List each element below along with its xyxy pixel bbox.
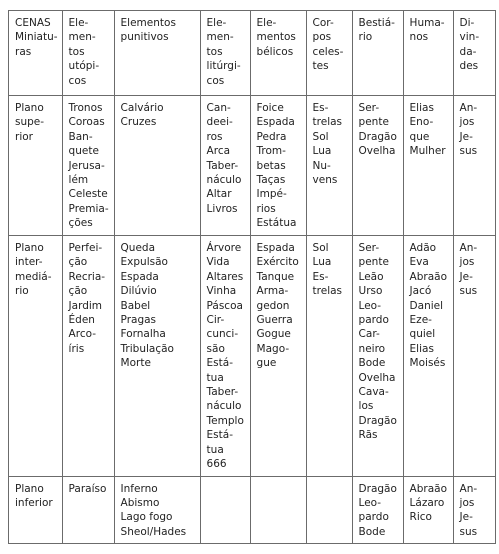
cell-line: Jacó xyxy=(409,285,432,298)
cell-line: Je- xyxy=(459,511,473,524)
cell-line: Guerra xyxy=(256,314,293,327)
cell-line: Ele- xyxy=(256,17,277,29)
cell-line: pos xyxy=(312,31,332,44)
cell-line: Bode xyxy=(358,525,386,538)
cell-line: Impé- xyxy=(256,188,287,201)
cell-line: Es- xyxy=(312,102,329,114)
cell-line: Premia- xyxy=(68,202,109,215)
cell-line: Je- xyxy=(459,130,473,143)
cell-line: Leão xyxy=(358,270,384,283)
cell-line: utópi- xyxy=(68,60,100,73)
table-cell xyxy=(403,236,453,477)
row-header-cell xyxy=(9,236,63,477)
cell-line: Es- xyxy=(312,270,329,283)
cell-line: Gogue xyxy=(256,328,291,341)
cell-line: Bode xyxy=(358,357,386,370)
table-cell xyxy=(453,96,495,236)
cell-line: Perfei- xyxy=(68,242,103,254)
header-row xyxy=(9,11,496,96)
cell-line: Arma- xyxy=(256,285,289,298)
cell-line: trelas xyxy=(312,116,343,129)
cell-line: Ovelha xyxy=(358,371,396,384)
cell-line: CENAS xyxy=(15,17,51,29)
cell-line: sus xyxy=(459,525,478,538)
cell-line: celes- xyxy=(312,45,344,58)
cell-line: los xyxy=(358,400,374,413)
cell-line: Ele- xyxy=(68,17,89,29)
cell-line: cunci- xyxy=(206,328,239,341)
classification-table xyxy=(8,10,496,544)
cell-line: Eno- xyxy=(409,116,434,129)
cell-line: rio xyxy=(358,31,373,44)
cell-line: lém xyxy=(68,174,89,187)
header-cell xyxy=(453,11,495,96)
cell-line: Cava- xyxy=(358,386,389,399)
cell-line: Livros xyxy=(206,202,238,215)
table-cell xyxy=(306,236,352,477)
cell-line: Queda xyxy=(120,242,156,254)
cell-line: mentos xyxy=(256,31,296,44)
cell-line: Pragas xyxy=(120,314,157,327)
cell-line: Cor- xyxy=(312,17,334,29)
cell-line: nos xyxy=(409,31,429,44)
cell-line: tua xyxy=(206,371,224,384)
cell-line: Dragão xyxy=(358,130,397,143)
table-cell xyxy=(403,96,453,236)
cell-line: Altar xyxy=(206,188,232,201)
cell-line: Lázaro xyxy=(409,496,445,509)
cell-line: An- xyxy=(459,102,478,114)
cell-line: Páscoa xyxy=(206,299,243,312)
cell-line: náculo xyxy=(206,400,242,413)
cell-line: Inferno xyxy=(120,482,158,495)
cell-line: Jerusa- xyxy=(68,159,105,172)
cell-line: tes xyxy=(312,60,329,73)
cell-line: Leo- xyxy=(358,496,382,509)
table-cell xyxy=(306,96,352,236)
cell-line: pente xyxy=(358,116,389,129)
cell-line: Sol xyxy=(312,242,329,254)
table-row xyxy=(9,236,496,477)
cell-line: Moisés xyxy=(409,357,446,370)
table-cell xyxy=(250,236,306,477)
header-cell xyxy=(250,11,306,96)
cell-line: inferior xyxy=(15,496,53,509)
table-cell xyxy=(403,476,453,544)
table-cell xyxy=(114,236,200,477)
cell-line: Paraíso xyxy=(68,482,107,495)
table-body xyxy=(9,11,496,544)
cell-line: Espada xyxy=(120,270,159,283)
cell-line: An- xyxy=(459,482,478,495)
cell-line: Altares xyxy=(206,270,244,283)
table-row xyxy=(9,96,496,236)
cell-line: pardo xyxy=(358,511,389,524)
cell-line: Exército xyxy=(256,256,299,269)
cell-line: Elias xyxy=(409,342,434,355)
cell-line: inter- xyxy=(15,256,43,269)
cell-line: An- xyxy=(459,242,478,254)
cell-line: men- xyxy=(68,31,96,44)
header-cell xyxy=(9,11,63,96)
cell-line: sus xyxy=(459,145,478,158)
table-cell xyxy=(62,476,114,544)
table-cell xyxy=(453,476,495,544)
cell-line: Adão xyxy=(409,242,437,254)
header-cell xyxy=(352,11,403,96)
cell-line: Fornalha xyxy=(120,328,166,341)
cell-line: Cruzes xyxy=(120,116,157,129)
header-cell xyxy=(62,11,114,96)
cell-line: Urso xyxy=(358,285,383,298)
table-cell xyxy=(352,236,403,477)
cell-line: Está- xyxy=(206,429,233,442)
cell-line: Elementos xyxy=(120,17,176,29)
cell-line: rio xyxy=(15,285,29,298)
header-cell xyxy=(200,11,250,96)
cell-line: Babel xyxy=(120,299,151,312)
cell-line: Está- xyxy=(206,357,233,370)
cell-line: Expulsão xyxy=(120,256,168,269)
cell-line: neiro xyxy=(358,342,386,355)
cell-line: Vida xyxy=(206,256,230,269)
cell-line: ros xyxy=(206,130,223,143)
cell-line: men- xyxy=(206,31,234,44)
table-cell xyxy=(62,236,114,477)
cell-line: Abraão xyxy=(409,270,448,283)
cell-line: Pedra xyxy=(256,130,287,143)
cell-line: Sheol/Hades xyxy=(120,525,187,538)
cell-line: Foice xyxy=(256,102,284,114)
cell-line: vens xyxy=(312,174,338,187)
cell-line: Dragão xyxy=(358,482,397,495)
cell-line: supe- xyxy=(15,116,45,129)
cell-line: quete xyxy=(68,145,99,158)
cell-line: jos xyxy=(459,256,475,269)
cell-line: vin- xyxy=(459,31,480,44)
cell-line: Taças xyxy=(256,174,286,187)
table-row xyxy=(9,476,496,544)
header-cell xyxy=(403,11,453,96)
cell-line: Taber- xyxy=(206,386,239,399)
table-cell xyxy=(453,236,495,477)
cell-line: Je- xyxy=(459,270,473,283)
cell-line: Rãs xyxy=(358,429,378,442)
cell-line: gue xyxy=(256,357,277,370)
cell-line: Éden xyxy=(68,314,95,327)
table-cell xyxy=(114,476,200,544)
cell-line: Dragão xyxy=(358,414,397,427)
cell-line: Trom- xyxy=(256,145,286,158)
cell-line: Ser- xyxy=(358,242,380,254)
cell-line: Morte xyxy=(120,357,151,370)
cell-line: Eva xyxy=(409,256,429,269)
cell-line: Rico xyxy=(409,511,432,524)
cell-line: são xyxy=(206,342,225,355)
cell-line: Bestiá- xyxy=(358,17,395,29)
cell-line: Elias xyxy=(409,102,434,114)
cell-line: tos xyxy=(68,45,85,58)
row-header-cell xyxy=(9,96,63,236)
cell-line: punitivos xyxy=(120,31,169,44)
header-cell xyxy=(306,11,352,96)
cell-line: Abraão xyxy=(409,482,448,495)
cell-line: Abismo xyxy=(120,496,160,509)
cell-line: Ser- xyxy=(358,102,380,114)
cell-line: Car- xyxy=(358,328,380,341)
cell-line: Miniatu- xyxy=(15,31,58,44)
cell-line: Mago- xyxy=(256,342,290,355)
cell-line: Vinha xyxy=(206,285,237,298)
cell-line: pardo xyxy=(358,314,389,327)
cell-line: trelas xyxy=(312,285,343,298)
cell-line: Lua xyxy=(312,145,332,158)
cell-line: Arca xyxy=(206,145,231,158)
cell-line: Sol xyxy=(312,130,329,143)
cell-line: deei- xyxy=(206,116,233,129)
cell-line: Ele- xyxy=(206,17,227,29)
table-cell xyxy=(200,236,250,477)
cell-line: Coroas xyxy=(68,116,105,129)
cell-line: Plano xyxy=(15,102,44,114)
cell-line: Nu- xyxy=(312,159,331,172)
cell-line: Espada xyxy=(256,116,295,129)
cell-line: Árvore xyxy=(206,242,242,254)
cell-line: cos xyxy=(68,74,87,87)
cell-line: ção xyxy=(68,256,88,269)
cell-line: Eze- xyxy=(409,314,432,327)
cell-line: Tronos xyxy=(68,102,103,114)
cell-line: que xyxy=(409,130,430,143)
cell-line: Jardim xyxy=(68,299,103,312)
cell-line: pente xyxy=(358,256,389,269)
cell-line: bélicos xyxy=(256,45,294,58)
cell-line: litúrgi- xyxy=(206,60,241,73)
cell-line: Ovelha xyxy=(358,145,396,158)
table-cell xyxy=(62,96,114,236)
cell-line: Celeste xyxy=(68,188,108,201)
cell-line: tos xyxy=(206,45,223,58)
cell-line: mediá- xyxy=(15,270,52,283)
cell-line: gedon xyxy=(256,299,290,312)
row-header-cell xyxy=(9,476,63,544)
cell-line: rios xyxy=(256,202,276,215)
cell-line: rior xyxy=(15,130,33,143)
cell-line: Arco- xyxy=(68,328,96,341)
table-cell xyxy=(200,96,250,236)
cell-line: Mulher xyxy=(409,145,446,158)
cell-line: des xyxy=(459,60,479,73)
table-cell xyxy=(306,476,352,544)
cell-line: Lago fogo xyxy=(120,511,173,524)
cell-line: Estátua xyxy=(256,217,297,230)
table-cell xyxy=(200,476,250,544)
table-cell xyxy=(352,96,403,236)
table-cell xyxy=(114,96,200,236)
cell-line: sus xyxy=(459,285,478,298)
cell-line: náculo xyxy=(206,174,242,187)
cell-line: Taber- xyxy=(206,159,239,172)
cell-line: íris xyxy=(68,342,85,355)
cell-line: Lua xyxy=(312,256,332,269)
cell-line: Di- xyxy=(459,17,475,29)
cell-line: Leo- xyxy=(358,299,382,312)
table-cell xyxy=(352,476,403,544)
cell-line: tua xyxy=(206,443,224,456)
cell-line: ções xyxy=(68,217,93,230)
cell-line: ras xyxy=(15,45,32,58)
cell-line: Daniel xyxy=(409,299,444,312)
cell-line: Recria- xyxy=(68,270,106,283)
cell-line: jos xyxy=(459,496,475,509)
cell-line: quiel xyxy=(409,328,436,341)
cell-line: Dilúvio xyxy=(120,285,157,298)
cell-line: Calvário xyxy=(120,102,164,114)
cell-line: Templo xyxy=(206,414,244,427)
cell-line: ção xyxy=(68,285,88,298)
cell-line: Plano xyxy=(15,482,44,495)
cell-line: Huma- xyxy=(409,17,445,29)
cell-line: Tribulação xyxy=(120,342,174,355)
table-cell xyxy=(250,96,306,236)
cell-line: Espada xyxy=(256,242,295,254)
cell-line: Ban- xyxy=(68,130,93,143)
cell-line: da- xyxy=(459,45,477,58)
cell-line: Plano xyxy=(15,242,44,254)
cell-line: Cir- xyxy=(206,314,225,327)
cell-line: jos xyxy=(459,116,475,129)
cell-line: cos xyxy=(206,74,225,87)
header-cell xyxy=(114,11,200,96)
cell-line: Can- xyxy=(206,102,231,114)
cell-line: Tanque xyxy=(256,270,295,283)
table-cell xyxy=(250,476,306,544)
cell-line: 666 xyxy=(206,458,227,471)
cell-line: betas xyxy=(256,159,286,172)
